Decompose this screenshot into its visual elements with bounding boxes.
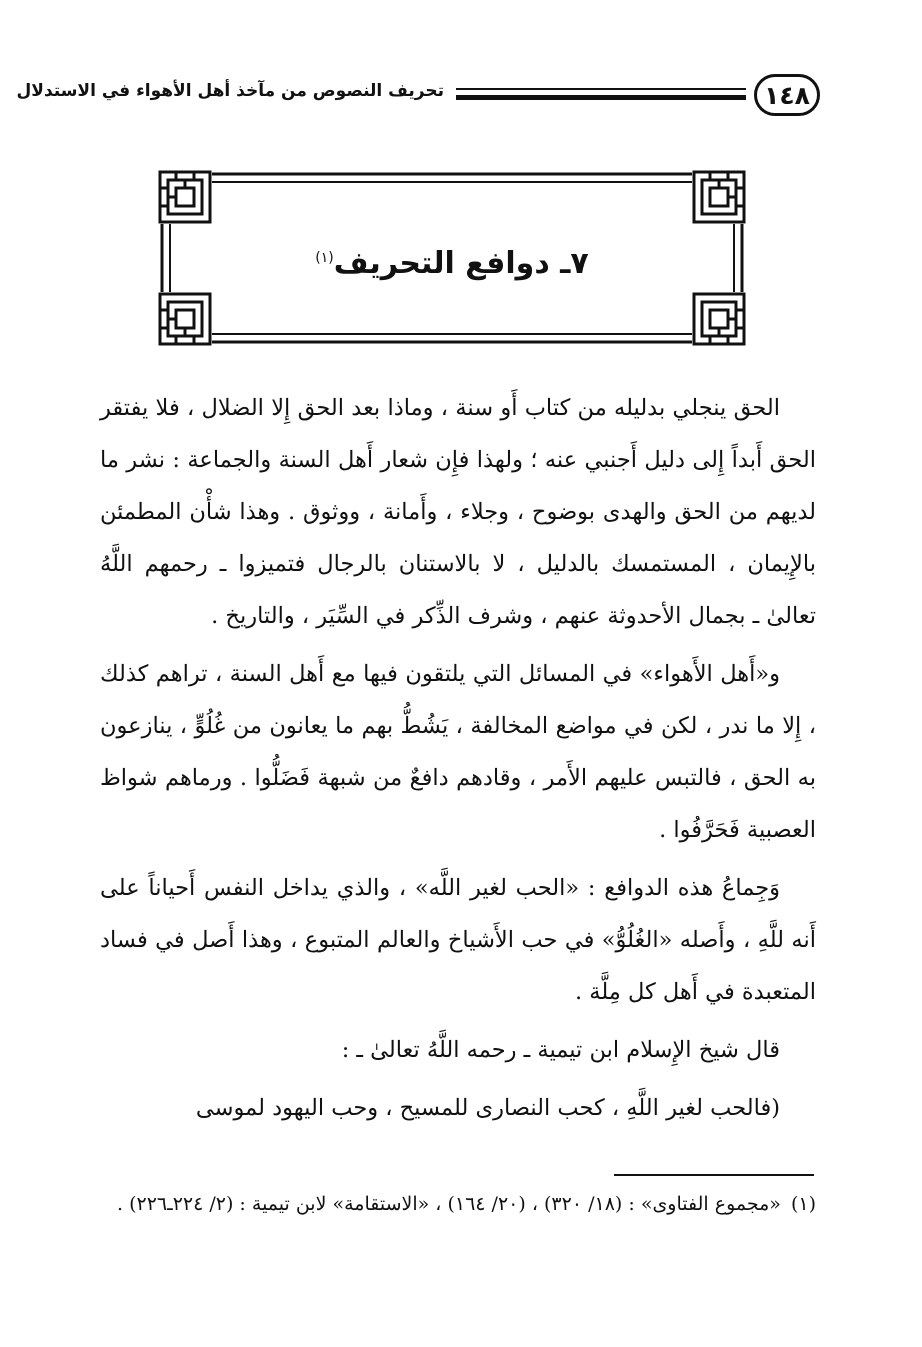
footnote-reference: (١) [315, 250, 334, 266]
running-title: تحريف النصوص من مآخذ أهل الأهواء في الاستدلال [16, 81, 444, 101]
chapter-title-line [156, 238, 748, 284]
footnotes [100, 1186, 816, 1222]
paragraph: و«أَهل الأَهواء» في المسائل التي يلتقون فيها مع أَهل السنة ، تراهم كذلك ، إِلا ما ندر ، لكن في مواضع المخالفة ، يَشُطُّ بهم ما يعانون من غُلُوٍّ ، ينازعون به الحق ، فالتبس عليهم الأَمر ، وقادهم دافعٌ من شبهة فَضَلُّوا . ورماهم شواظ العصبية فَحَرَّفُوا . [100, 661, 816, 843]
page-number: ١٤٨ [754, 74, 820, 116]
header-rule [456, 88, 746, 100]
paragraph: وَجِماعُ هذه الدوافع : «الحب لغير اللَّه» ، والذي يداخل النفس أَحياناً على أَنه للَّهِ ، وأَصله «الغُلُوُّ» في حب الأَشياخ والعالم المتبوع ، وهذا أَصل في فساد المتعبدة في أَهل كل مِلَّة . [100, 875, 816, 1005]
running-header [16, 72, 820, 122]
paragraph: (فالحب لغير اللَّهِ ، كحب النصارى للمسيح ، وحب اليهود لموسى [195, 1095, 780, 1121]
footnote-marker: (١) [790, 1193, 816, 1215]
paragraph: قال شيخ الإِسلام ابن تيمية ـ رحمه اللَّهُ تعالىٰ ـ : [341, 1037, 780, 1063]
chapter-title: ٧ـ دوافع التحريف [333, 246, 589, 281]
footnote-text: «مجموع الفتاوى» : (١٨/ ٣٢٠) ، (٢٠/ ١٦٤) ، «الاستقامة» لابن تيمية : (٢/ ٢٢٤ـ٢٢٦) . [116, 1193, 781, 1215]
body-text [100, 382, 816, 1134]
paragraph: الحق ينجلي بدليله من كتاب أَو سنة ، وماذا بعد الحق إِلا الضلال ، فلا يفتقر الحق أَبداً إِلى دليل أَجنبي عنه ؛ ولهذا فإِن شعار أَهل السنة والجماعة : نشر ما لديهم من الحق والهدى بوضوح ، وجلاء ، وأَمانة ، ووثوق . وهذا شأْن المطمئن بالإِيمان ، المستمسك بالدليل ، لا بالاستنان بالرجال فتميزوا ـ رحمهم اللَّهُ تعالىٰ ـ بجمال الأحدوثة عنهم ، وشرف الذِّكر في السِّيَر ، والتاريخ . [100, 395, 816, 629]
footnote-item [100, 1186, 816, 1222]
footnote-separator [614, 1174, 814, 1176]
chapter-heading-frame [156, 168, 748, 348]
